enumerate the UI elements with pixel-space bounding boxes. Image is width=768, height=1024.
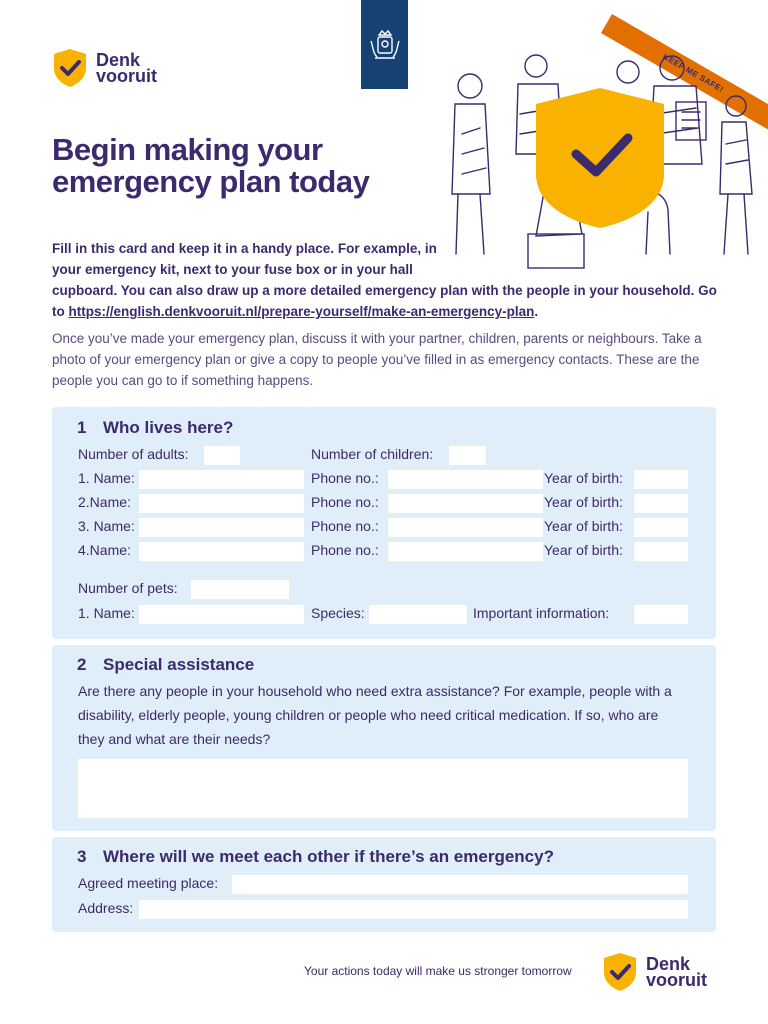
special-assistance-question: Are there any people in your household who need extra assistance? For example, people with a disability, elderly people, young children or people who need critical medication. If so, who are they and what are their needs? (78, 683, 672, 747)
brand-line-2: vooruit (96, 66, 157, 86)
brand-line-1: Denk (96, 50, 141, 70)
resident-4-phone-input[interactable] (388, 542, 543, 561)
resident-1-phone-input[interactable] (388, 470, 543, 489)
resident-3-year-input[interactable] (634, 518, 688, 537)
page-title: Begin making your emergency plan today (52, 132, 370, 199)
intro-lead-a: Fill in this card and keep it in a handy place. For example, in your emergency kit, next to your fuse box or in your hall (52, 241, 437, 277)
section-2-title (77, 655, 254, 675)
pet-name-input[interactable] (139, 605, 304, 624)
section-meeting-place (52, 837, 716, 932)
children-label: Number of children: (311, 446, 434, 462)
special-assistance-textarea[interactable] (78, 759, 688, 818)
resident-3-phone-input[interactable] (388, 518, 543, 537)
footer-brand-line-2: vooruit (646, 970, 707, 990)
resident-4-year-input[interactable] (634, 542, 688, 561)
section-3-number: 3 (77, 847, 87, 866)
footer-tagline: Your actions today will make us stronger tomorrow (304, 964, 572, 978)
section-2-number: 2 (77, 655, 87, 674)
resident-1-name-input[interactable] (139, 470, 304, 489)
section-1-number: 1 (77, 418, 87, 437)
species-label: Species: (311, 605, 365, 621)
resident-1-phone-label: Phone no.: (311, 470, 379, 486)
resident-2-name-input[interactable] (139, 494, 304, 513)
children-input[interactable] (449, 446, 486, 465)
intro-lead-end: . (534, 304, 539, 319)
footer-brand-logo (602, 952, 707, 992)
important-info-input[interactable] (634, 605, 688, 624)
resident-4-name-input[interactable] (139, 542, 304, 561)
address-input[interactable] (139, 900, 688, 919)
meeting-place-input[interactable] (232, 875, 688, 894)
brand-logo (52, 48, 157, 88)
section-1-title (77, 418, 233, 438)
section-who-lives-here (52, 407, 716, 639)
government-crest (361, 0, 408, 89)
section-2-heading: Special assistance (103, 655, 255, 674)
keep-me-safe-ribbon: KEEP ME SAFE! (601, 14, 768, 133)
important-info-label: Important information: (473, 605, 610, 621)
section-3-heading: Where will we meet each other if there’s an emergency? (103, 847, 554, 866)
footer-brand-line-1: Denk (646, 954, 691, 974)
intro-lead (52, 238, 720, 322)
resident-2-phone-input[interactable] (388, 494, 543, 513)
pets-input[interactable] (191, 580, 289, 599)
resident-3-year-label: Year of birth: (544, 518, 623, 534)
species-input[interactable] (369, 605, 467, 624)
address-label: Address: (78, 900, 134, 916)
resident-4-name-label: 4.Name: (78, 542, 131, 558)
resident-4-year-label: Year of birth: (544, 542, 623, 558)
adults-label: Number of adults: (78, 446, 189, 462)
intro-body: Once you’ve made your emergency plan, discuss it with your partner, children, parents or neighbours. Take a photo of your emergency plan or give a copy to people you’ve filled in as emergency contacts. These are the people you can go to if something happens. (52, 331, 702, 388)
resident-3-phone-label: Phone no.: (311, 518, 379, 534)
section-special-assistance (52, 645, 716, 831)
intro-lead-b: cupboard. You can also draw up a more detailed emergency plan with the people in your household. Go to (52, 283, 717, 319)
shield-check-icon (52, 48, 88, 88)
resident-1-name-label: 1. Name: (78, 470, 135, 486)
resident-2-year-label: Year of birth: (544, 494, 623, 510)
resident-3-name-input[interactable] (139, 518, 304, 537)
adults-input[interactable] (204, 446, 240, 465)
section-3-title (77, 847, 554, 867)
resident-4-phone-label: Phone no.: (311, 542, 379, 558)
resident-2-name-label: 2.Name: (78, 494, 131, 510)
resident-3-name-label: 3. Name: (78, 518, 135, 534)
resident-1-year-label: Year of birth: (544, 470, 623, 486)
royal-crest-icon (367, 27, 403, 63)
resident-2-phone-label: Phone no.: (311, 494, 379, 510)
shield-check-icon (602, 952, 638, 992)
resident-2-year-input[interactable] (634, 494, 688, 513)
section-1-heading: Who lives here? (103, 418, 234, 437)
emergency-plan-link[interactable]: https://english.denkvooruit.nl/prepare-yourself/make-an-emergency-plan (68, 304, 535, 319)
pet-name-label: 1. Name: (78, 605, 135, 621)
resident-1-year-input[interactable] (634, 470, 688, 489)
pets-label: Number of pets: (78, 580, 178, 596)
meeting-place-label: Agreed meeting place: (78, 875, 219, 891)
